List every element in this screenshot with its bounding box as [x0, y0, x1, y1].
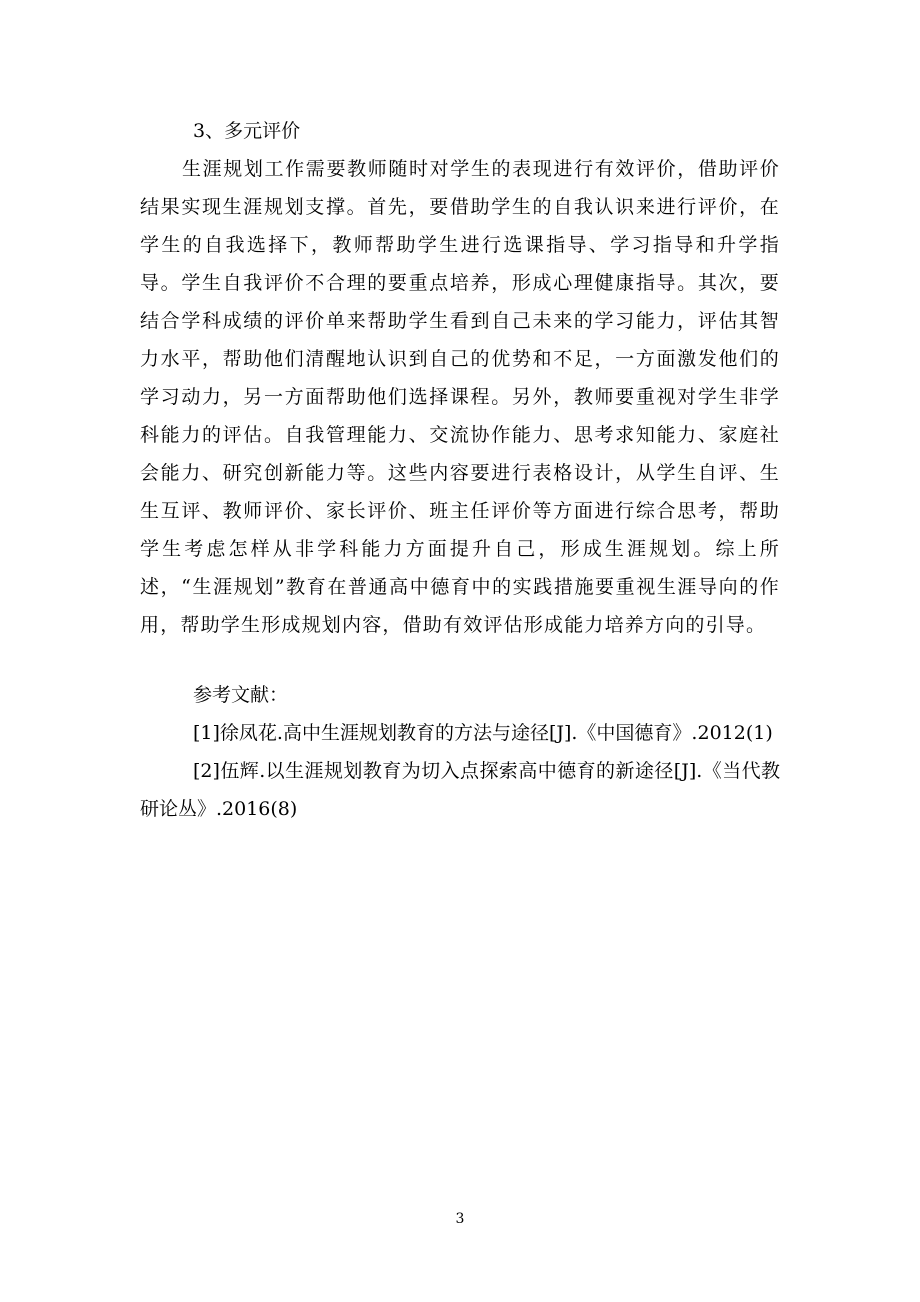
reference-item-2: [2]伍辉.以生涯规划教育为切入点探索高中德育的新途径[J].《当代教研论丛》.2016(8)	[140, 760, 780, 820]
section-heading: 3、多元评价	[193, 120, 301, 142]
reference-item-1: [1]徐凤花.高中生涯规划教育的方法与途径[J].《中国德育》.2012(1)	[193, 722, 773, 744]
section-paragraph: 生涯规划工作需要教师随时对学生的表现进行有效评价，借助评价结果实现生涯规划支撑。首先，要借助学生的自我认识来进行评价，在学生的自我选择下，教师帮助学生进行选课指导、学习指导和升学指导。学生自我评价不合理的要重点培养，形成心理健康指导。其次，要结合学科成绩的评价单来帮助学生看到自己未来的学习能力，评估其智力水平，帮助他们清醒地认识到自己的优势和不足，一方面激发他们的学习动力，另一方面帮助他们选择课程。另外，教师要重视对学生非学科能力的评估。自我管理能力、交流协作能力、思考求知能力、家庭社会能力、研究创新能力等。这些内容要进行表格设计，从学生自评、生生互评、教师评价、家长评价、班主任评价等方面进行综合思考，帮助学生考虑怎样从非学科能力方面提升自己，形成生涯规划。综上所述，“生涯规划”教育在普通高中德育中的实践措施要重视生涯导向的作用，帮助学生形成规划内容，借助有效评估形成能力培养方向的引导。	[140, 158, 780, 636]
page-number: 3	[455, 1211, 465, 1227]
references-title: 参考文献：	[193, 684, 289, 706]
page-content	[140, 112, 780, 828]
